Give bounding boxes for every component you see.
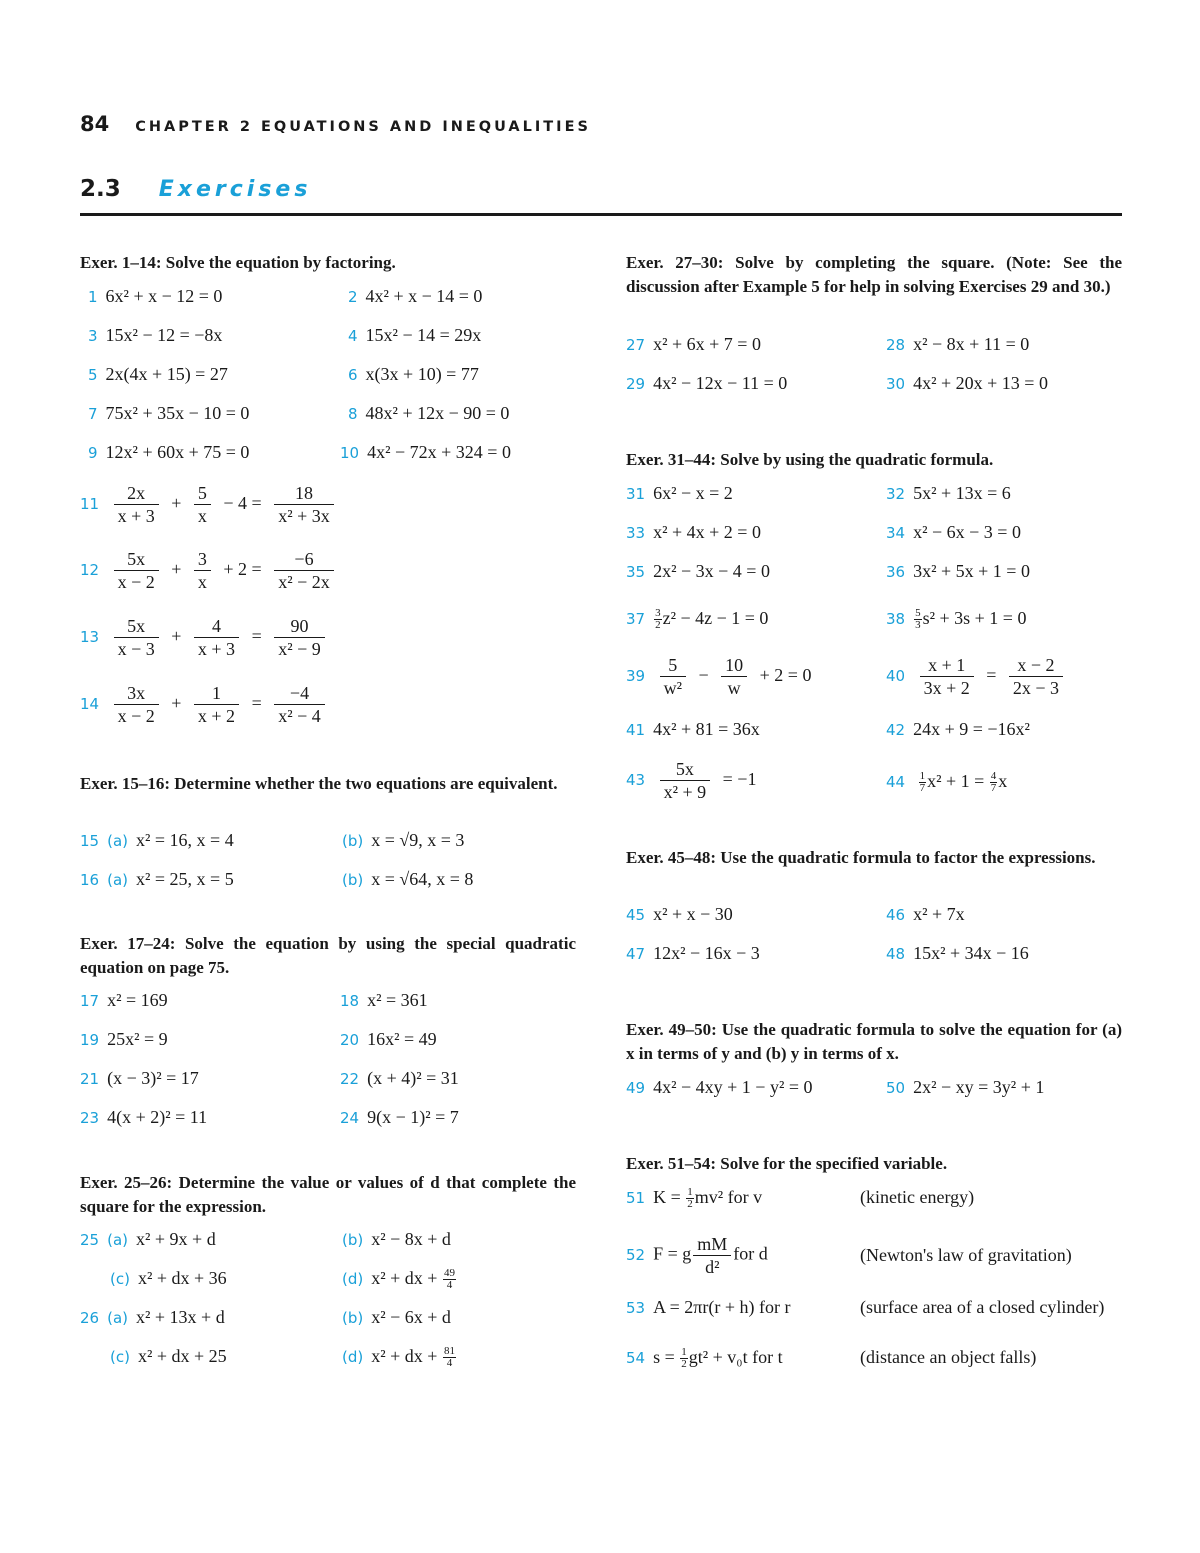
fraction <box>194 682 239 727</box>
exercise-45 <box>626 903 733 926</box>
exercise-50 <box>886 1076 1044 1099</box>
instruction-17-24: Exer. 17–24: Solve the equation by using the special quadratic equation on page 75. <box>80 934 576 977</box>
chapter-title: CHAPTER 2 EQUATIONS AND INEQUALITIES <box>135 119 591 135</box>
exercise-number: 5 <box>88 366 98 384</box>
operator: = <box>251 625 262 646</box>
operator: − 4 = <box>223 492 262 513</box>
section-rule <box>80 213 1122 216</box>
fraction <box>194 548 211 593</box>
exercise-46 <box>886 903 965 926</box>
denominator: x² − 2x <box>278 572 330 592</box>
denominator: d² <box>705 1257 720 1277</box>
equation: 2x² − xy = 3y² + 1 <box>913 1077 1045 1097</box>
numerator: 18 <box>274 482 334 505</box>
exercise-number: 50 <box>886 1079 906 1097</box>
exercise-number: 29 <box>626 375 646 393</box>
exercise-36 <box>886 560 1030 583</box>
fraction <box>194 615 239 660</box>
denominator: x − 2 <box>117 706 155 726</box>
exercise-3 <box>88 324 222 347</box>
exercise-33 <box>626 521 761 544</box>
exercise-number: 34 <box>886 524 906 542</box>
equation: F = g <box>653 1243 692 1264</box>
exercise-number: 26 <box>80 1309 100 1327</box>
numerator: x − 2 <box>1009 654 1063 677</box>
exercise-25a <box>80 1228 216 1251</box>
denominator: x + 3 <box>117 506 155 526</box>
part-label: (b) <box>342 1309 364 1327</box>
page-header <box>80 112 591 136</box>
exercise-26b <box>342 1306 451 1329</box>
exercise-37 <box>626 607 768 631</box>
denominator: 7 <box>919 782 926 795</box>
equation: 4(x + 2)² = 11 <box>107 1107 208 1127</box>
exercise-number: 54 <box>626 1349 646 1367</box>
exercise-number: 4 <box>348 327 358 345</box>
exercise-40 <box>886 654 1065 699</box>
exercise-2 <box>348 285 482 308</box>
small-fraction <box>990 771 998 794</box>
equation: x² + x − 30 <box>653 904 733 924</box>
denominator: x + 3 <box>197 639 236 659</box>
equation: x = √64, x = 8 <box>371 869 474 889</box>
exercise-24 <box>340 1106 459 1129</box>
numerator: 1 <box>687 1186 693 1199</box>
equation: 12x² + 60x + 75 = 0 <box>105 442 250 462</box>
equation: x(3x + 10) = 77 <box>365 364 479 384</box>
numerator: 5x <box>660 758 711 781</box>
numerator: 81 <box>443 1345 455 1358</box>
equation: x² = 169 <box>107 990 168 1010</box>
denominator: 3x + 2 <box>923 678 970 698</box>
numerator: 1 <box>919 770 926 783</box>
equation: 24x + 9 = −16x² <box>913 719 1030 739</box>
equation: K = <box>653 1187 681 1207</box>
small-fraction <box>919 771 927 794</box>
exercise-number: 17 <box>80 992 100 1010</box>
operator: = <box>986 664 997 685</box>
exercise-31 <box>626 482 733 505</box>
fraction <box>920 654 974 699</box>
exercise-34 <box>886 521 1021 544</box>
exercise-number: 36 <box>886 563 906 581</box>
exercise-number: 33 <box>626 524 646 542</box>
equation: x² + 7x <box>913 904 965 924</box>
exercise-4 <box>348 324 481 347</box>
section-heading <box>80 176 311 202</box>
exercise-number: 2 <box>348 288 358 306</box>
exercise-26c <box>110 1345 227 1368</box>
denominator: 7 <box>990 782 997 795</box>
part-label: (a) <box>107 832 128 850</box>
exercise-54-description: (distance an object falls) <box>860 1347 1037 1367</box>
exercise-1 <box>88 285 222 308</box>
exercise-number: 9 <box>88 444 98 462</box>
part-label: (c) <box>110 1348 130 1366</box>
exercise-number: 20 <box>340 1031 360 1049</box>
equation: x² + 13x + d <box>136 1307 225 1327</box>
instruction-31-44: Exer. 31–44: Solve by using the quadratic formula. <box>626 450 994 469</box>
exercise-number: 51 <box>626 1189 646 1207</box>
equation: 15x² − 12 = −8x <box>105 325 223 345</box>
exercise-number: 46 <box>886 906 906 924</box>
small-fraction <box>443 1268 456 1291</box>
exercise-number: 43 <box>626 770 646 789</box>
exercise-38 <box>886 607 1026 631</box>
equation: 4x² − 72x + 324 = 0 <box>367 442 511 462</box>
instruction-27-30: Exer. 27–30: Solve by completing the square. (Note: See the discussion after Example 5 for help in solving Exercises 29 and 30.) <box>626 253 1122 296</box>
numerator: 2x <box>114 482 159 505</box>
fraction <box>721 654 747 699</box>
section-title: Exercises <box>158 177 312 202</box>
operator: + <box>171 625 182 646</box>
instruction-15-16: Exer. 15–16: Determine whether the two equations are equivalent. <box>80 774 558 793</box>
operator: + 2 = <box>223 558 262 579</box>
operator: + <box>171 692 182 713</box>
equation: x² = 25, x = 5 <box>136 869 234 889</box>
denominator: x² + 9 <box>663 782 707 802</box>
numerator: −4 <box>274 682 325 705</box>
exercise-number: 1 <box>88 288 98 306</box>
numerator: −6 <box>274 548 334 571</box>
numerator: 5x <box>114 548 159 571</box>
equation: x <box>998 771 1008 791</box>
equation: 4x² + 81 = 36x <box>653 719 760 739</box>
equation: 2x² − 3x − 4 = 0 <box>653 561 770 581</box>
instruction-45-48: Exer. 45–48: Use the quadratic formula to factor the expressions. <box>626 848 1096 867</box>
equation: x = √9, x = 3 <box>371 830 465 850</box>
equation: 5x² + 13x = 6 <box>913 483 1011 503</box>
exercise-48 <box>886 942 1029 965</box>
numerator: 10 <box>721 654 747 677</box>
exercise-number: 44 <box>886 773 906 791</box>
equation: 4x² − 12x − 11 = 0 <box>653 373 788 393</box>
exercise-number: 12 <box>80 560 100 579</box>
equation: x² − 8x + d <box>371 1229 451 1249</box>
exercise-number: 7 <box>88 405 98 423</box>
exercise-number: 30 <box>886 375 906 393</box>
exercise-23 <box>80 1106 207 1129</box>
exercise-9 <box>88 441 249 464</box>
small-fraction <box>680 1347 688 1370</box>
equation: x² − 6x − 3 = 0 <box>913 522 1021 542</box>
numerator: 1 <box>681 1346 687 1359</box>
equation: 16x² = 49 <box>367 1029 437 1049</box>
exercise-7 <box>88 402 249 425</box>
small-fraction <box>443 1346 456 1369</box>
operator: + <box>171 558 182 579</box>
exercise-number: 31 <box>626 485 646 503</box>
section-number: 2.3 <box>80 176 121 202</box>
instruction-25-26: Exer. 25–26: Determine the value or values of d that complete the square for the expression. <box>80 1173 576 1216</box>
exercise-14 <box>80 682 327 727</box>
equation: x² + dx + 25 <box>137 1346 227 1366</box>
small-fraction <box>654 608 662 631</box>
part-label: (b) <box>342 1231 364 1249</box>
denominator: 2 <box>655 619 661 632</box>
equation: 3x² + 5x + 1 = 0 <box>913 561 1030 581</box>
part-label: (a) <box>107 1231 128 1249</box>
numerator: 3 <box>655 607 661 620</box>
exercise-number: 48 <box>886 945 906 963</box>
exercise-47 <box>626 942 760 965</box>
numerator: 3 <box>194 548 211 571</box>
equation: A = 2πr(r + h) for r <box>653 1297 791 1317</box>
exercise-number: 11 <box>80 494 100 513</box>
denominator: x <box>197 506 207 526</box>
denominator: x + 2 <box>197 706 236 726</box>
operator: = −1 <box>722 768 757 789</box>
fraction <box>660 758 711 803</box>
equation: 25x² = 9 <box>107 1029 168 1049</box>
part-label: (c) <box>110 1270 130 1288</box>
denominator: 2 <box>681 1358 687 1371</box>
denominator: x − 2 <box>117 572 155 592</box>
exercise-number: 35 <box>626 563 646 581</box>
exercise-12 <box>80 548 336 593</box>
exercise-19 <box>80 1028 168 1051</box>
exercise-30 <box>886 372 1048 395</box>
exercise-number: 42 <box>886 721 906 739</box>
exercise-16b <box>342 868 473 891</box>
denominator: 2 <box>687 1198 693 1211</box>
denominator: 3 <box>915 619 921 632</box>
exercise-number: 6 <box>348 366 358 384</box>
numerator: 3x <box>114 682 159 705</box>
exercise-10 <box>340 441 511 464</box>
exercise-number: 45 <box>626 906 646 924</box>
fraction <box>274 482 334 527</box>
exercise-number: 22 <box>340 1070 360 1088</box>
exercise-43 <box>626 758 762 803</box>
exercise-number: 19 <box>80 1031 100 1049</box>
exercise-11 <box>80 482 336 527</box>
exercise-8 <box>348 402 509 425</box>
operator: = <box>251 692 262 713</box>
exercise-number: 15 <box>80 832 100 850</box>
equation: z² − 4z − 1 = 0 <box>662 608 769 628</box>
exercise-17 <box>80 989 168 1012</box>
exercise-42 <box>886 718 1030 741</box>
numerator: 4 <box>194 615 239 638</box>
instruction-49-50: Exer. 49–50: Use the quadratic formula to solve the equation for (a) x in terms of y and (b) y in terms of x. <box>626 1020 1122 1063</box>
part-label: (d) <box>342 1270 364 1288</box>
exercise-22 <box>340 1067 459 1090</box>
numerator: 5 <box>915 607 921 620</box>
exercise-15a <box>80 829 234 852</box>
exercise-number: 38 <box>886 610 906 628</box>
denominator: w <box>727 678 741 698</box>
exercise-51-description: (kinetic energy) <box>860 1187 975 1207</box>
part-label: (d) <box>342 1348 364 1366</box>
numerator: 90 <box>274 615 325 638</box>
exercise-number: 23 <box>80 1109 100 1127</box>
numerator: 5 <box>660 654 686 677</box>
equation: 2x(4x + 15) = 27 <box>105 364 228 384</box>
exercise-54 <box>626 1346 783 1370</box>
equation: x² + dx + <box>371 1346 438 1366</box>
equation: 6x² + x − 12 = 0 <box>105 286 223 306</box>
equation: x² + 9x + d <box>136 1229 216 1249</box>
exercise-41 <box>626 718 760 741</box>
exercise-53-description: (surface area of a closed cylinder) <box>860 1297 1105 1317</box>
exercise-number: 41 <box>626 721 646 739</box>
exercise-35 <box>626 560 770 583</box>
exercise-number: 37 <box>626 610 646 628</box>
equation: 15x² + 34x − 16 <box>913 943 1029 963</box>
equation: 75x² + 35x − 10 = 0 <box>105 403 250 423</box>
exercise-28 <box>886 333 1029 356</box>
exercise-32 <box>886 482 1011 505</box>
exercise-27 <box>626 333 761 356</box>
numerator: 1 <box>194 682 239 705</box>
numerator: 4 <box>990 770 997 783</box>
exercise-29 <box>626 372 787 395</box>
fraction <box>274 548 334 593</box>
instruction-1-14: Exer. 1–14: Solve the equation by factoring. <box>80 253 396 272</box>
exercise-39 <box>626 654 817 699</box>
equation: s = <box>653 1347 675 1367</box>
equation: 9(x − 1)² = 7 <box>367 1107 459 1127</box>
equation: 4x² + 20x + 13 = 0 <box>913 373 1048 393</box>
exercise-number: 53 <box>626 1299 646 1317</box>
denominator: x − 3 <box>117 639 155 659</box>
equation: 4x² + x − 14 = 0 <box>365 286 483 306</box>
equation: (x − 3)² = 17 <box>107 1068 199 1088</box>
fraction <box>693 1233 731 1278</box>
part-label: (b) <box>342 871 364 889</box>
denominator: x² − 4 <box>278 706 321 726</box>
exercise-53 <box>626 1296 790 1319</box>
exercise-number: 52 <box>626 1245 646 1264</box>
exercise-number: 49 <box>626 1079 646 1097</box>
exercise-49 <box>626 1076 813 1099</box>
exercise-number: 3 <box>88 327 98 345</box>
exercise-25b <box>342 1228 451 1251</box>
exercise-number: 21 <box>80 1070 100 1088</box>
equation: x² + dx + 36 <box>137 1268 227 1288</box>
exercise-26a <box>80 1306 225 1329</box>
exercise-25c <box>110 1267 227 1290</box>
equation: x² = 16, x = 4 <box>136 830 234 850</box>
numerator: mM <box>693 1233 731 1256</box>
exercise-number: 8 <box>348 405 358 423</box>
equation: s² + 3s + 1 = 0 <box>922 608 1027 628</box>
fraction <box>114 548 159 593</box>
exercise-13 <box>80 615 327 660</box>
equation: 48x² + 12x − 90 = 0 <box>365 403 510 423</box>
denominator: x <box>197 572 207 592</box>
numerator: x + 1 <box>920 654 974 677</box>
exercise-26d <box>342 1345 457 1369</box>
exercise-number: 10 <box>340 444 360 462</box>
small-fraction <box>686 1187 694 1210</box>
equation: for d <box>733 1243 768 1264</box>
exercise-18 <box>340 989 428 1012</box>
equation: (x + 4)² = 31 <box>367 1068 459 1088</box>
denominator: w² <box>663 678 682 698</box>
denominator: 4 <box>446 1357 453 1370</box>
page-number: 84 <box>80 112 110 136</box>
equation: x² = 361 <box>367 990 428 1010</box>
equation: 4x² − 4xy + 1 − y² = 0 <box>653 1077 813 1097</box>
part-label: (a) <box>107 1309 128 1327</box>
fraction <box>194 482 211 527</box>
denominator: 2x − 3 <box>1012 678 1060 698</box>
fraction <box>114 482 159 527</box>
operator: + <box>171 492 182 513</box>
exercise-51 <box>626 1186 762 1210</box>
exercise-number: 27 <box>626 336 646 354</box>
numerator: 5 <box>194 482 211 505</box>
exercise-6 <box>348 363 479 386</box>
operator: − <box>698 664 709 685</box>
equation: gt² + v₀t for t <box>688 1347 783 1367</box>
exercise-number: 16 <box>80 871 100 889</box>
equation: 15x² − 14 = 29x <box>365 325 482 345</box>
equation: x² + 6x + 7 = 0 <box>653 334 761 354</box>
fraction <box>274 615 325 660</box>
part-label: (a) <box>107 871 128 889</box>
equation: 12x² − 16x − 3 <box>653 943 760 963</box>
exercise-number: 14 <box>80 694 100 713</box>
exercise-16a <box>80 868 234 891</box>
equation: mv² for v <box>694 1187 763 1207</box>
exercise-44 <box>886 770 1007 794</box>
denominator: x² + 3x <box>278 506 330 526</box>
numerator: 5x <box>114 615 159 638</box>
denominator: x² − 9 <box>278 639 321 659</box>
exercise-20 <box>340 1028 437 1051</box>
exercise-number: 32 <box>886 485 906 503</box>
equation: x² + dx + <box>371 1268 438 1288</box>
exercise-number: 24 <box>340 1109 360 1127</box>
equation: x² + 1 = <box>927 771 985 791</box>
exercise-21 <box>80 1067 199 1090</box>
exercise-52-description: (Newton's law of gravitation) <box>860 1245 1072 1265</box>
small-fraction <box>914 608 922 631</box>
numerator: 49 <box>443 1267 455 1280</box>
exercise-5 <box>88 363 228 386</box>
equation: 6x² − x = 2 <box>653 483 733 503</box>
equation: x² − 6x + d <box>371 1307 451 1327</box>
fraction <box>114 615 159 660</box>
equation: x² + 4x + 2 = 0 <box>653 522 761 542</box>
exercise-number: 25 <box>80 1231 100 1249</box>
exercise-25d <box>342 1267 457 1291</box>
fraction <box>660 654 686 699</box>
exercise-number: 28 <box>886 336 906 354</box>
fraction <box>274 682 325 727</box>
fraction <box>114 682 159 727</box>
exercise-number: 47 <box>626 945 646 963</box>
instruction-51-54: Exer. 51–54: Solve for the specified variable. <box>626 1154 948 1173</box>
exercise-15b <box>342 829 464 852</box>
fraction <box>1009 654 1063 699</box>
operator: + 2 = 0 <box>759 664 812 685</box>
exercise-number: 18 <box>340 992 360 1010</box>
part-label: (b) <box>342 832 364 850</box>
exercise-number: 13 <box>80 627 100 646</box>
exercise-52 <box>626 1233 768 1278</box>
exercise-number: 39 <box>626 666 646 685</box>
denominator: 4 <box>446 1279 453 1292</box>
exercise-number: 40 <box>886 666 906 685</box>
equation: x² − 8x + 11 = 0 <box>913 334 1030 354</box>
